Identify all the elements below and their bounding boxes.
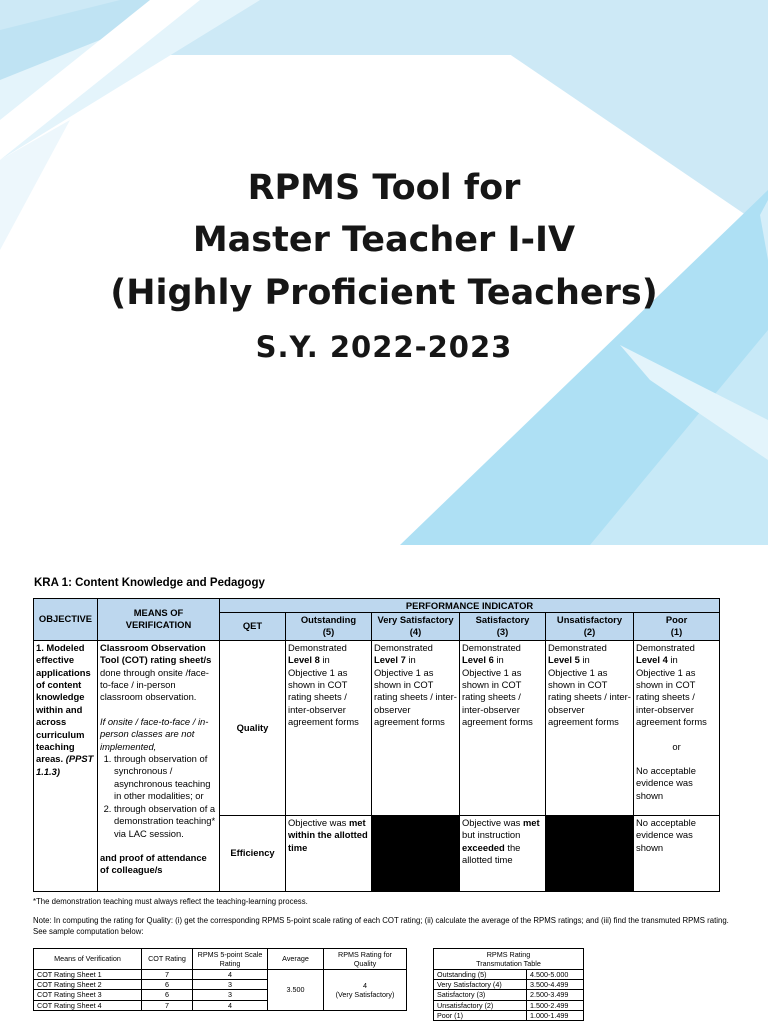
sample-r2-rpms: 3 — [193, 980, 268, 990]
quality-very-satisfactory — [372, 640, 460, 815]
sample-r1-cot: 7 — [142, 970, 193, 980]
efficiency-satisfactory — [460, 815, 546, 891]
rpms-document — [0, 545, 768, 1024]
q3-rest: Objective 1 as shown in COT rating sheets / inter-observer agreement forms — [462, 666, 533, 728]
header-vs-label: Very Satisfactory — [377, 614, 454, 625]
quality-row — [34, 640, 720, 815]
sample-header-row — [34, 949, 407, 970]
header-row-1 — [34, 599, 720, 613]
q4-demo: Demonstrated — [374, 641, 433, 653]
tr-3-range: 2.500-3.499 — [527, 990, 584, 1000]
q3-level: Level 6 — [462, 654, 494, 666]
transmutation-table — [433, 948, 584, 1021]
transmutation-row — [434, 980, 584, 990]
q5-rest: Objective 1 as shown in COT rating sheets / inter-observer agreement forms — [288, 666, 359, 728]
e3-pre: Objective was — [462, 816, 523, 828]
q4-in: in — [405, 654, 416, 666]
efficiency-very-satisfactory-blank — [372, 815, 460, 891]
q1-level: Level 4 — [636, 654, 668, 666]
sample-r3-means: COT Rating Sheet 3 — [34, 990, 142, 1000]
means-cell — [98, 640, 220, 891]
q5-demo: Demonstrated — [288, 641, 347, 653]
q1-or: or — [672, 740, 681, 752]
header-objective: OBJECTIVE — [34, 599, 98, 641]
e3-mid: but instruction — [462, 829, 521, 841]
sample-computation-table — [33, 948, 407, 1011]
kra-table — [33, 598, 720, 892]
transmutation-title-2: Transmutation Table — [476, 959, 541, 968]
header-outstanding-num: (5) — [322, 626, 335, 638]
q1-rest: Objective 1 as shown in COT rating sheets / inter-observer agreement forms — [636, 666, 707, 728]
q2-rest: Objective 1 as shown in COT rating sheets / inter-observer agreement forms — [548, 666, 631, 728]
quality-unsatisfactory — [546, 640, 634, 815]
sample-r2-means: COT Rating Sheet 2 — [34, 980, 142, 990]
computation-note: Note: In computing the rating for Quality: (i) get the corresponding RPMS 5-point scale rating of each COT rating; (ii) calculate the average of the RPMS ratings; and (iii) find the transmuted RPMS rating. See sample computation below: — [33, 916, 729, 936]
q2-demo: Demonstrated — [548, 641, 607, 653]
means-proof: and proof of attendance of colleague/s — [100, 851, 207, 876]
header-qet: QET — [220, 613, 286, 641]
sample-r4-cot: 7 — [142, 1000, 193, 1010]
q2-level: Level 5 — [548, 654, 580, 666]
quality-poor — [634, 640, 720, 815]
school-year: S.Y. 2022-2023 — [255, 330, 513, 364]
sample-h-quality: RPMS Rating for Quality — [324, 949, 407, 970]
header-satisfactory — [460, 613, 546, 641]
q3-in: in — [493, 654, 504, 666]
sample-row — [34, 970, 407, 980]
efficiency-label: Efficiency — [220, 815, 286, 891]
sample-r1-means: COT Rating Sheet 1 — [34, 970, 142, 980]
e5-bold: met within the allotted time — [288, 816, 368, 853]
e5-pre: Objective was — [288, 816, 349, 828]
transmutation-title — [434, 949, 584, 970]
header-poor-num: (1) — [670, 626, 683, 638]
header-very-satisfactory — [372, 613, 460, 641]
sample-quality-label: (Very Satisfactory) — [335, 989, 395, 999]
header-performance-indicator: PERFORMANCE INDICATOR — [220, 599, 720, 613]
q1-no-evidence: No acceptable evidence was shown — [636, 765, 696, 801]
header-outstanding-label: Outstanding — [300, 614, 357, 625]
tr-4-range: 1.500-2.499 — [527, 1000, 584, 1010]
transmutation-title-1: RPMS Rating — [486, 949, 531, 959]
sample-r3-rpms: 3 — [193, 990, 268, 1000]
tr-3-label: Satisfactory (3) — [434, 990, 527, 1000]
q4-rest: Objective 1 as shown in COT rating sheets / inter-observer agreement forms — [374, 666, 457, 728]
header-sat-label: Satisfactory — [475, 614, 530, 625]
header-outstanding — [286, 613, 372, 641]
q5-level: Level 8 — [288, 654, 320, 666]
tr-5-range: 1.000-1.499 — [527, 1010, 584, 1020]
tr-1-range: 4.500-5.000 — [527, 970, 584, 980]
means-item-1: 1. through observation of synchronous / asynchronous teaching in other modalities; or — [114, 753, 217, 803]
transmutation-header-row — [434, 949, 584, 970]
sample-quality-value: 4 — [363, 980, 367, 990]
sample-h-cot: COT Rating — [142, 949, 193, 970]
sample-quality-rating — [324, 970, 407, 1011]
quality-label: Quality — [220, 640, 286, 815]
kra-title: KRA 1: Content Knowledge and Pedagogy — [34, 577, 265, 589]
title-line-1: RPMS Tool for — [247, 168, 521, 208]
quality-outstanding — [286, 640, 372, 815]
header-unsatisfactory — [546, 613, 634, 641]
footnote: *The demonstration teaching must always reflect the teaching-learning process. — [33, 897, 308, 906]
quality-satisfactory — [460, 640, 546, 815]
tr-1-label: Outstanding (5) — [434, 970, 527, 980]
tr-2-range: 3.500-4.499 — [527, 980, 584, 990]
e3-b2: exceeded — [462, 841, 505, 853]
objective-cell — [34, 640, 98, 891]
transmutation-row — [434, 990, 584, 1000]
q4-level: Level 7 — [374, 654, 406, 666]
efficiency-unsatisfactory-blank — [546, 815, 634, 891]
header-unsat-label: Unsatisfactory — [556, 614, 623, 625]
sample-average: 3.500 — [268, 970, 324, 1011]
efficiency-poor: No acceptable evidence was shown — [634, 815, 720, 891]
sample-h-average: Average — [268, 949, 324, 970]
means-lead-rest: done through onsite /face-to-face / in-person classroom observation. — [100, 666, 209, 703]
sample-r4-means: COT Rating Sheet 4 — [34, 1000, 142, 1010]
sample-h-means: Means of Verification — [34, 949, 142, 970]
sample-r2-cot: 6 — [142, 980, 193, 990]
header-poor-label: Poor — [665, 614, 688, 625]
transmutation-row — [434, 1010, 584, 1020]
e3-b1: met — [522, 816, 540, 828]
sample-r4-rpms: 4 — [193, 1000, 268, 1010]
title-line-3: (Highly Proficient Teachers) — [110, 273, 658, 313]
q3-demo: Demonstrated — [462, 641, 521, 653]
header-unsat-num: (2) — [583, 626, 596, 638]
means-item-2: 2. through observation of a demonstration teaching* via LAC session. — [114, 803, 217, 840]
header-vs-num: (4) — [409, 626, 422, 638]
e3-end: the allotted time — [462, 841, 521, 866]
objective-ppst: (PPST 1.1.3) — [36, 753, 94, 777]
transmutation-row — [434, 1000, 584, 1010]
means-lead: Classroom Observation Tool (COT) rating sheet/s — [100, 641, 212, 666]
tr-2-label: Very Satisfactory (4) — [434, 980, 527, 990]
sample-h-rpms: RPMS 5-point Scale Rating — [193, 949, 268, 970]
header-means: MEANS OF VERIFICATION — [98, 599, 220, 641]
q1-demo: Demonstrated — [636, 641, 695, 653]
efficiency-outstanding — [286, 815, 372, 891]
tr-4-label: Unsatisfactory (2) — [434, 1000, 527, 1010]
header-poor — [634, 613, 720, 641]
means-if: If onsite / face-to-face / in-person classes are not implemented, — [100, 715, 209, 752]
q1-in: in — [667, 654, 678, 666]
sample-r3-cot: 6 — [142, 990, 193, 1000]
q2-in: in — [579, 654, 590, 666]
tr-5-label: Poor (1) — [434, 1010, 527, 1020]
sample-r1-rpms: 4 — [193, 970, 268, 980]
title-line-2: Master Teacher I-IV — [192, 220, 576, 260]
transmutation-row — [434, 970, 584, 980]
header-sat-num: (3) — [496, 626, 509, 638]
objective-text: 1. Modeled effective applications of content knowledge within and across curriculum teaching areas. — [36, 641, 91, 765]
q5-in: in — [319, 654, 330, 666]
means-list — [100, 753, 217, 840]
